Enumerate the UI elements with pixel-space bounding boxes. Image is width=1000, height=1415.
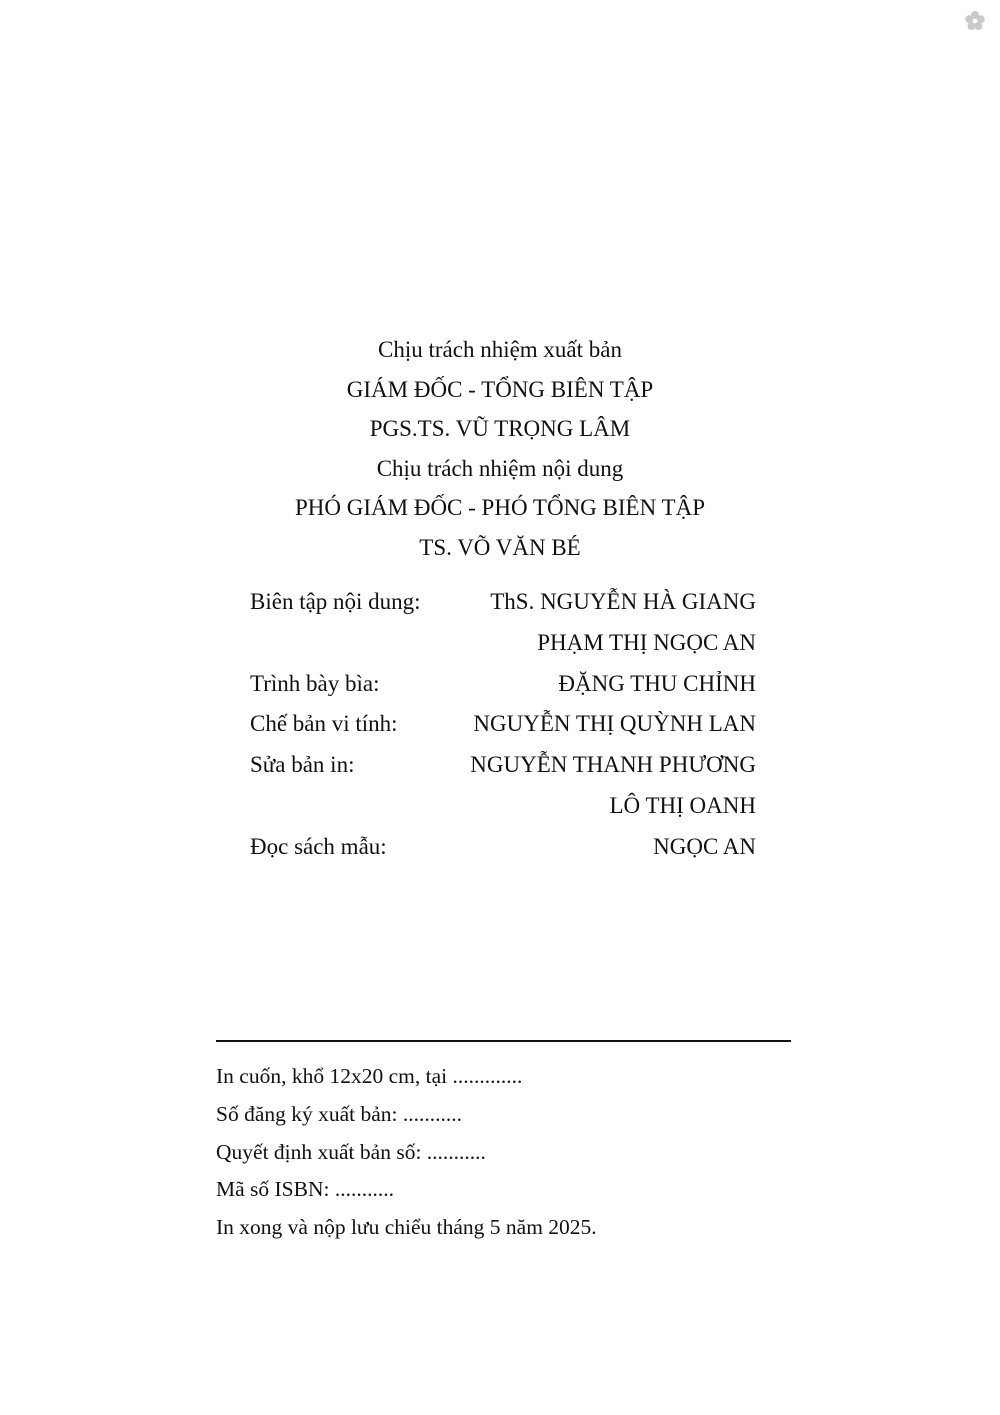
- credit-label: Đọc sách mẫu:: [250, 833, 387, 859]
- credit-name: ThS. NGUYỄN HÀ GIANG: [490, 589, 756, 614]
- director-title: GIÁM ĐỐC - TỔNG BIÊN TẬP: [346, 376, 654, 402]
- divider-rule: [216, 1040, 791, 1042]
- credit-label: Biên tập nội dung:: [250, 589, 421, 614]
- credit-row-sample-reading: [250, 827, 756, 868]
- publishing-responsibility-heading: Chịu trách nhiệm xuất bản: [378, 337, 622, 362]
- credits-list: [250, 582, 756, 868]
- content-responsibility-heading: Chịu trách nhiệm nội dung: [376, 455, 624, 481]
- imprint-block: [216, 1058, 816, 1247]
- credit-name: NGỌC AN: [653, 833, 756, 859]
- credit-row-content-editor-2: [250, 623, 756, 664]
- credit-name: NGUYỄN THANH PHƯƠNG: [470, 752, 756, 778]
- credit-name: LÔ THỊ OANH: [609, 792, 756, 818]
- credit-name: NGUYỄN THỊ QUỲNH LAN: [473, 711, 756, 737]
- deputy-director-title: PHÓ GIÁM ĐỐC - PHÓ TỔNG BIÊN TẬP: [295, 495, 705, 520]
- flower-icon: [964, 10, 986, 32]
- credit-label: Chế bản vi tính:: [250, 711, 398, 737]
- credit-row-typesetting: [250, 704, 756, 745]
- credit-label: Sửa bản in:: [250, 752, 355, 778]
- imprint-decision-number: Quyết định xuất bản số: ...........: [216, 1139, 486, 1164]
- credit-row-content-editor: [250, 582, 756, 623]
- credit-label: Trình bày bìa:: [250, 670, 380, 696]
- credit-name: ĐẶNG THU CHỈNH: [558, 670, 756, 696]
- credit-row-proofreading-2: [250, 786, 756, 827]
- imprint-isbn: Mã số ISBN: ...........: [216, 1177, 394, 1202]
- credit-row-cover-design: [250, 664, 756, 705]
- deputy-director-name: TS. VÕ VĂN BÉ: [419, 534, 581, 560]
- imprint-print-run: In cuốn, khổ 12x20 cm, tại .............: [216, 1064, 523, 1088]
- imprint-completion-date: In xong và nộp lưu chiểu tháng 5 năm 2025.: [216, 1215, 597, 1240]
- director-name: PGS.TS. VŨ TRỌNG LÂM: [369, 416, 631, 441]
- credit-row-proofreading: [250, 745, 756, 786]
- responsibility-block: [0, 330, 1000, 567]
- imprint-registration-number: Số đăng ký xuất bản: ...........: [216, 1101, 463, 1126]
- credit-name: PHẠM THỊ NGỌC AN: [537, 629, 756, 655]
